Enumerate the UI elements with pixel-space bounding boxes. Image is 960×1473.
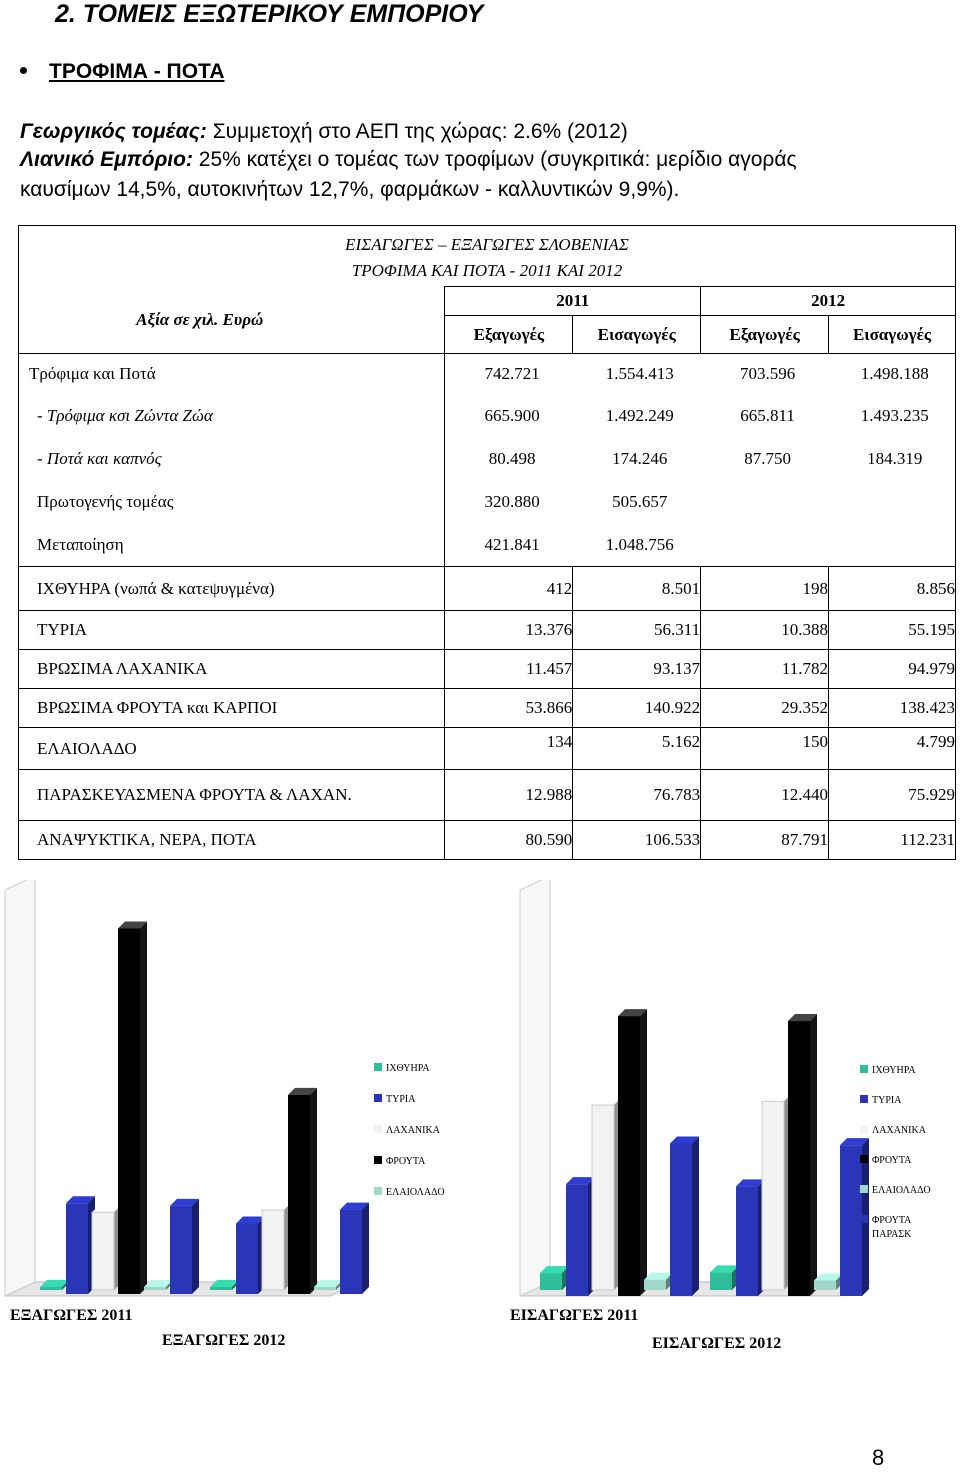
row-label: ΠΑΡΑΣΚΕΥΑΣΜΕΝΑ ΦΡΟΥΤΑ & ΛΑΧΑΝ. <box>19 770 445 821</box>
chart1-bar <box>40 1287 62 1290</box>
chart2-legend-swatch <box>860 1095 868 1103</box>
page-number: 8 <box>872 1445 885 1470</box>
row-label: - Ποτά και καπνός <box>19 437 445 480</box>
chart2-bar <box>814 1280 836 1290</box>
table-cell: 1.493.235 <box>829 394 956 437</box>
chart1-bar-side <box>192 1199 199 1294</box>
row-label: Μεταποίηση <box>19 523 445 567</box>
table-row <box>19 437 956 480</box>
table-row <box>19 689 956 728</box>
chart2-legend-label: ΤΥΡΙΑ <box>872 1095 902 1106</box>
trade-table <box>18 225 956 860</box>
table-cell: 505.657 <box>612 491 668 511</box>
table-cell: 93.137 <box>573 650 701 689</box>
chart2-legend-swatch <box>860 1155 868 1163</box>
chart1-legend-swatch <box>374 1125 382 1133</box>
row-label: Τρόφιμα και Ποτά <box>19 354 445 395</box>
table-cell: 56.311 <box>573 611 701 650</box>
table-cell: 665.900 <box>445 394 573 437</box>
chart2-bar <box>840 1145 862 1296</box>
chart1-bar <box>144 1287 166 1290</box>
chart1-bar <box>340 1210 362 1294</box>
table-cell: 80.590 <box>445 821 573 860</box>
chart1-legend-swatch <box>374 1094 382 1102</box>
table-cell: 5.162 <box>573 728 701 770</box>
table-cell: 76.783 <box>573 770 701 821</box>
table-row <box>19 770 956 821</box>
chart1-bar-side <box>310 1088 317 1294</box>
row-label: ΤΥΡΙΑ <box>19 611 445 650</box>
unit-label: Αξία σε χιλ. Ευρώ <box>19 287 445 354</box>
chart2-bar <box>540 1273 562 1290</box>
table-row <box>19 567 956 611</box>
paragraph-text: 25% κατέχει ο τομέας των τροφίμων (συγκριτικά: μερίδιο αγοράς <box>192 148 797 171</box>
chart1-bar <box>262 1210 284 1290</box>
chart2-bar <box>788 1021 810 1296</box>
chart1-bar-side <box>362 1203 369 1294</box>
table-cell: 412 <box>445 567 573 611</box>
chart2-legend-label: ΙΧΘΥΗΡΑ <box>872 1065 916 1076</box>
chart2-bar <box>736 1186 758 1296</box>
chart1-bar <box>170 1206 192 1294</box>
paragraph-label: Γεωργικός τομέας: <box>20 120 207 143</box>
table-cell: 94.979 <box>829 650 956 689</box>
chart2-bar-side <box>810 1014 817 1296</box>
table-cell: 12.988 <box>445 770 573 821</box>
table-cell <box>829 523 956 567</box>
chart2-bar <box>644 1280 666 1290</box>
table-cell: 1.492.249 <box>605 405 674 425</box>
row-label: ΕΛΑΙΟΛΑΔΟ <box>19 728 445 770</box>
chart1-group-label: ΕΞΑΓΩΓΕΣ 2012 <box>162 1332 286 1349</box>
chart2-legend-swatch <box>860 1125 868 1133</box>
chart1-bar <box>66 1203 88 1294</box>
chart2-bar <box>618 1016 640 1296</box>
row-label: ΙΧΘΥΗΡΑ (νωπά & κατεψυγμένα) <box>19 567 445 611</box>
chart2-bar-side <box>640 1009 647 1296</box>
table-title <box>19 226 956 287</box>
paragraph-agriculture <box>20 117 628 147</box>
table-row <box>19 821 956 860</box>
col-imports-2012: Εισαγωγές <box>829 316 956 354</box>
paragraph-label: Λιανικό Εμπόριο: <box>20 148 193 171</box>
chart1-legend-swatch <box>374 1187 382 1195</box>
table-cell: 75.929 <box>829 770 956 821</box>
table-cell <box>701 523 829 567</box>
chart1-legend-label: ΤΥΡΙΑ <box>386 1094 416 1105</box>
table-row <box>19 480 956 523</box>
table-cell: 87.750 <box>744 448 791 468</box>
table-row <box>19 611 956 650</box>
chart1-legend-label: ΕΛΑΙΟΛΑΔΟ <box>386 1187 445 1198</box>
row-label: ΒΡΩΣΙΜΑ ΛΑΧΑΝΙΚΑ <box>19 650 445 689</box>
chart2-legend-label: ΦΡΟΥΤΑ <box>872 1215 912 1226</box>
chart1-legend-label: ΦΡΟΥΤΑ <box>386 1156 426 1167</box>
chart1-legend-label: ΛΑΧΑΝΙΚΑ <box>386 1125 440 1136</box>
table-cell: 11.782 <box>701 650 829 689</box>
bullet-item <box>20 60 225 84</box>
table-cell: 665.811 <box>740 405 795 425</box>
chart2-legend-label: ΦΡΟΥΤΑ <box>872 1155 912 1166</box>
col-exports-2011: Εξαγωγές <box>445 316 573 354</box>
table-cell: 134 <box>445 728 573 770</box>
table-title-line1: ΕΙΣΑΓΩΓΕΣ – ΕΞΑΓΩΓΕΣ ΣΛΟΒΕΝΙΑΣ <box>345 235 629 254</box>
table-row <box>19 728 956 770</box>
table-cell: 29.352 <box>701 689 829 728</box>
chart2-legend-swatch <box>860 1065 868 1073</box>
table-cell: 10.388 <box>701 611 829 650</box>
chart1-bar <box>314 1287 336 1290</box>
chart1-legend-label: ΙΧΘΥΗΡΑ <box>386 1063 430 1074</box>
row-label: ΑΝΑΨΥΚΤΙΚΑ, ΝΕΡΑ, ΠΟΤΑ <box>19 821 445 860</box>
paragraph-retail <box>20 145 797 175</box>
table-cell: 150 <box>701 728 829 770</box>
table-cell: 198 <box>701 567 829 611</box>
chart2-legend-label: ΕΛΑΙΟΛΑΔΟ <box>872 1185 931 1196</box>
table-cell: 53.866 <box>445 689 573 728</box>
table-cell: 112.231 <box>829 821 956 860</box>
row-label: Πρωτογενής τομέας <box>19 480 445 523</box>
chart-wall <box>520 880 550 1296</box>
table-cell: 13.376 <box>445 611 573 650</box>
table-cell <box>829 480 956 523</box>
chart2-bar <box>762 1101 784 1290</box>
table-cell: 140.922 <box>573 689 701 728</box>
chart2-legend-label: ΛΑΧΑΝΙΚΑ <box>872 1125 926 1136</box>
chart1-bar <box>236 1224 258 1294</box>
table-cell: 138.423 <box>829 689 956 728</box>
chart2-group-label: ΕΙΣΑΓΩΓΕΣ 2011 <box>510 1307 639 1324</box>
chart2-bar <box>670 1143 692 1296</box>
table-cell: 421.841 <box>445 523 573 567</box>
table-cell: 742.721 <box>445 354 573 395</box>
table-row <box>19 650 956 689</box>
table-cell: 184.319 <box>829 437 956 480</box>
table-cell: 12.440 <box>701 770 829 821</box>
table-cell: 174.246 <box>612 448 668 468</box>
table-row <box>19 523 956 567</box>
chart1-bar <box>210 1287 232 1290</box>
table-cell: 4.799 <box>829 728 956 770</box>
table-title-line2: ΤΡΟΦΙΜΑ ΚΑΙ ΠΟΤΑ - 2011 ΚΑΙ 2012 <box>351 261 623 280</box>
chart2-bar-side <box>692 1136 699 1296</box>
chart2-bar <box>592 1105 614 1290</box>
chart2-legend-swatch <box>860 1185 868 1193</box>
year-header-2012: 2012 <box>701 287 956 316</box>
bullet-dot-icon <box>20 67 27 74</box>
chart2-bar <box>710 1272 732 1290</box>
table-cell: 320.880 <box>445 480 573 523</box>
page-heading: 2. ΤΟΜΕΙΣ ΕΞΩΤΕΡΙΚΟΥ ΕΜΠΟΡΙΟΥ <box>55 0 484 28</box>
chart1-bar <box>118 928 140 1294</box>
table-cell: 1.048.756 <box>605 534 674 554</box>
bullet-text: ΤΡΟΦΙΜΑ - ΠΟΤΑ <box>49 60 225 83</box>
trade-charts <box>0 880 960 1360</box>
table-cell: 8.856 <box>829 567 956 611</box>
chart1-bar-side <box>140 921 147 1294</box>
table-cell <box>701 480 829 523</box>
table-cell: 80.498 <box>445 437 573 480</box>
chart1-bar <box>92 1212 114 1290</box>
table-cell: 8.501 <box>573 567 701 611</box>
table-cell: 1.498.188 <box>829 354 956 395</box>
chart2-legend-label: ΠΑΡΑΣΚ <box>872 1229 912 1240</box>
table-cell: 106.533 <box>573 821 701 860</box>
chart1-bar <box>288 1095 310 1294</box>
table-row <box>19 394 956 437</box>
paragraph-retail-cont: καυσίμων 14,5%, αυτοκινήτων 12,7%, φαρμάκων - καλλυντικών 9,9%). <box>20 178 680 201</box>
col-imports-2011: Εισαγωγές <box>573 316 701 354</box>
table-cell: 703.596 <box>701 354 829 395</box>
chart2-bar <box>566 1184 588 1296</box>
table-cell: 87.791 <box>701 821 829 860</box>
col-exports-2012: Εξαγωγές <box>701 316 829 354</box>
table-cell: 1.554.413 <box>573 354 701 395</box>
table-row <box>19 354 956 395</box>
row-label: ΒΡΩΣΙΜΑ ΦΡΟΥΤΑ και ΚΑΡΠΟΙ <box>19 689 445 728</box>
table-cell: 11.457 <box>445 650 573 689</box>
paragraph-text: Συμμετοχή στο ΑΕΠ της χώρας: 2.6% (2012) <box>206 120 628 143</box>
chart2-group-label: ΕΙΣΑΓΩΓΕΣ 2012 <box>652 1335 782 1352</box>
chart2-legend-swatch <box>860 1215 868 1223</box>
year-header-2011: 2011 <box>445 287 701 316</box>
chart1-group-label: ΕΞΑΓΩΓΕΣ 2011 <box>10 1307 133 1324</box>
chart1-legend-swatch <box>374 1063 382 1071</box>
chart1-legend-swatch <box>374 1156 382 1164</box>
chart-wall <box>5 880 35 1296</box>
table-cell: 55.195 <box>829 611 956 650</box>
row-label: - Τρόφιμα κσι Ζώντα Ζώα <box>19 394 445 437</box>
